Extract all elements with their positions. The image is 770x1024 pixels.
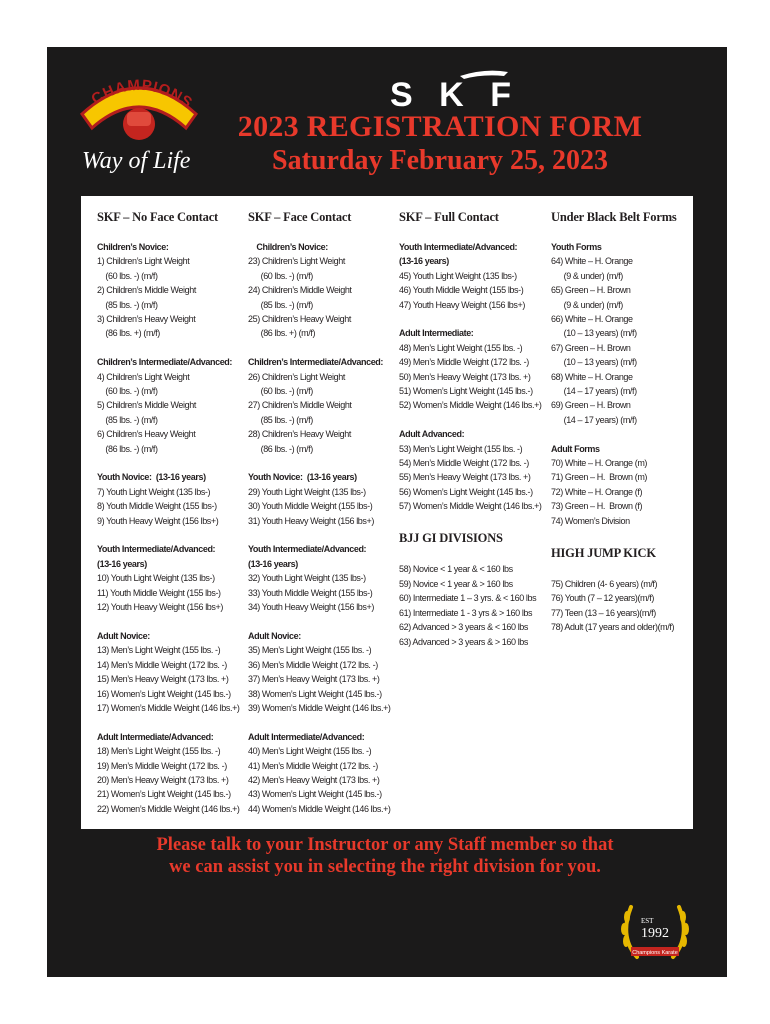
division-item: 16) Women’s Light Weight (145 lbs.-) [97, 688, 231, 699]
spacer [248, 528, 393, 542]
division-item: 28) Children’s Heavy Weight [248, 429, 351, 440]
division-item: 23) Children’s Light Weight [248, 256, 345, 267]
division-item: (85 lbs. -) (m/f) [97, 299, 158, 310]
division-item: 74) Women’s Division [551, 515, 630, 526]
spacer [399, 548, 549, 562]
division-item: 29) Youth Light Weight (135 lbs-) [248, 486, 366, 497]
spacer [97, 615, 237, 629]
divisions-panel [81, 196, 693, 829]
group-label: (13-16 years) [97, 558, 147, 569]
brand-tagline: Way of Life [82, 148, 191, 174]
division-item: 73) Green – H. Brown (f) [551, 501, 643, 512]
division-item: 57) Women’s Middle Weight (146 lbs.+) [399, 501, 542, 512]
division-item: 15) Men’s Heavy Weight (173 lbs. +) [97, 674, 229, 685]
division-item: 12) Youth Heavy Weight (156 lbs+) [97, 602, 223, 613]
division-item: 31) Youth Heavy Weight (156 lbs+) [248, 515, 374, 526]
division-item: 20) Men’s Heavy Weight (173 lbs. +) [97, 774, 229, 785]
division-item: 62) Advanced > 3 years & < 160 lbs [399, 622, 528, 633]
spacer [551, 563, 691, 577]
division-item: 47) Youth Heavy Weight (156 lbs+) [399, 299, 525, 310]
division-item: 48) Men’s Light Weight (155 lbs. -) [399, 342, 523, 353]
column-forms [551, 210, 691, 635]
division-item: 17) Women’s Middle Weight (146 lbs.+) [97, 702, 240, 713]
column-full-contact [399, 210, 549, 649]
column-heading: SKF – Face Contact [248, 210, 352, 224]
division-item: 2) Children’s Middle Weight [97, 285, 196, 296]
footer-line-1: Please talk to your Instructor or any Staff member so that [156, 835, 614, 855]
division-item: 75) Children (4- 6 years) (m/f) [551, 578, 658, 589]
division-item: (14 – 17 years) (m/f) [551, 386, 637, 397]
spacer [97, 456, 237, 470]
division-item: 4) Children’s Light Weight [97, 371, 190, 382]
division-item: 68) White – H. Orange [551, 371, 633, 382]
division-item: 26) Children’s Light Weight [248, 371, 345, 382]
division-item: 71) Green – H. Brown (m) [551, 472, 648, 483]
division-item: 35) Men’s Light Weight (155 lbs. -) [248, 645, 372, 656]
seal-est: EST [641, 917, 654, 925]
division-item: 55) Men’s Heavy Weight (173 lbs. +) [399, 472, 531, 483]
spacer [551, 528, 691, 542]
division-item: (86 lbs. -) (m/f) [248, 443, 313, 454]
division-item: 39) Women’s Middle Weight (146 lbs.+) [248, 702, 391, 713]
spacer [248, 615, 393, 629]
division-item: 32) Youth Light Weight (135 lbs-) [248, 573, 366, 584]
division-item: (9 & under) (m/f) [551, 299, 623, 310]
group-label: (13-16 years) [248, 558, 298, 569]
division-item: 54) Men’s Middle Weight (172 lbs. -) [399, 458, 529, 469]
division-item: (86 lbs. -) (m/f) [97, 443, 158, 454]
division-item: 1) Children’s Light Weight [97, 256, 190, 267]
division-item: 61) Intermediate 1 - 3 yrs & > 160 lbs [399, 607, 533, 618]
spacer [399, 413, 549, 427]
division-item: 70) White – H. Orange (m) [551, 458, 648, 469]
seal-year: 1992 [641, 926, 669, 941]
group-label: Adult Novice: [97, 630, 150, 641]
division-item: (60 lbs. -) (m/f) [248, 270, 313, 281]
division-item: 69) Green – H. Brown [551, 400, 631, 411]
skf-logo-text: SKF [390, 76, 510, 110]
group-label: Adult Forms [551, 443, 600, 454]
group-label: Adult Novice: [248, 630, 301, 641]
division-item: 52) Women’s Middle Weight (146 lbs.+) [399, 400, 542, 411]
established-seal [615, 895, 695, 975]
group-label: Adult Intermediate: [399, 328, 474, 339]
division-item: 11) Youth Middle Weight (155 lbs-) [97, 587, 221, 598]
svg-text:CHAMPIONS: CHAMPIONS [88, 76, 196, 112]
group-label: Children’s Intermediate/Advanced: [248, 357, 384, 368]
group-label: Children’s Novice: [248, 242, 328, 252]
division-item: 30) Youth Middle Weight (155 lbs-) [248, 501, 373, 512]
division-item: 40) Men’s Light Weight (155 lbs. -) [248, 746, 372, 757]
spacer [399, 312, 549, 326]
division-item: 46) Youth Middle Weight (155 lbs-) [399, 285, 524, 296]
group-label: Adult Advanced: [399, 429, 465, 440]
division-item: 64) White – H. Orange [551, 256, 633, 267]
division-item: 14) Men’s Middle Weight (172 lbs. -) [97, 659, 227, 670]
division-item: 38) Women’s Light Weight (145 lbs.-) [248, 688, 382, 699]
spacer [97, 715, 237, 729]
group-label: Adult Intermediate/Advanced: [248, 731, 365, 742]
division-item: 66) White – H. Orange [551, 314, 633, 325]
division-item: 9) Youth Heavy Weight (156 lbs+) [97, 515, 219, 526]
division-item: 37) Men’s Heavy Weight (173 lbs. +) [248, 674, 380, 685]
group-label: (13-16 years) [399, 256, 449, 267]
division-item: 42) Men’s Heavy Weight (173 lbs. +) [248, 774, 380, 785]
division-item: 53) Men’s Light Weight (155 lbs. -) [399, 443, 523, 454]
division-item: 78) Adult (17 years and older)(m/f) [551, 622, 675, 633]
skf-logo [390, 70, 512, 110]
division-item: 43) Women’s Light Weight (145 lbs.-) [248, 789, 382, 800]
division-item: 25) Children’s Heavy Weight [248, 314, 351, 325]
division-item: 22) Women’s Middle Weight (146 lbs.+) [97, 803, 240, 814]
seal-banner: Champions Karate [632, 950, 678, 956]
division-item: (60 lbs. -) (m/f) [248, 386, 313, 397]
division-item: 5) Children’s Middle Weight [97, 400, 196, 411]
division-item: 33) Youth Middle Weight (155 lbs-) [248, 587, 373, 598]
division-item: 10) Youth Light Weight (135 lbs-) [97, 573, 215, 584]
group-label: Children’s Novice: [97, 242, 169, 252]
division-item: 56) Women’s Light Weight (145 lbs.-) [399, 486, 533, 497]
division-item: (14 – 17 years) (m/f) [551, 414, 637, 425]
division-item: 21) Women’s Light Weight (145 lbs.-) [97, 789, 231, 800]
division-item: (86 lbs. +) (m/f) [97, 328, 160, 339]
division-item: 67) Green – H. Brown [551, 342, 631, 353]
division-item: 34) Youth Heavy Weight (156 lbs+) [248, 602, 374, 613]
division-item: 7) Youth Light Weight (135 lbs-) [97, 486, 211, 497]
division-item: 3) Children’s Heavy Weight [97, 314, 196, 325]
form-title: 2023 REGISTRATION FORM [237, 110, 643, 143]
division-item: (9 & under) (m/f) [551, 270, 623, 281]
division-item: (10 – 13 years) (m/f) [551, 328, 637, 339]
division-item: (86 lbs. +) (m/f) [248, 328, 316, 339]
division-item: 65) Green – H. Brown [551, 285, 631, 296]
spacer [248, 341, 393, 355]
division-item: 58) Novice < 1 year & < 160 lbs [399, 564, 513, 575]
group-label: Children’s Intermediate/Advanced: [97, 357, 233, 368]
section-heading: BJJ GI DIVISIONS [399, 531, 503, 546]
division-item: 19) Men’s Middle Weight (172 lbs. -) [97, 760, 227, 771]
division-item: 63) Advanced > 3 years & > 160 lbs [399, 636, 528, 647]
division-item: (60 lbs. -) (m/f) [97, 270, 158, 281]
column-no-face-contact [97, 210, 240, 816]
column-face-contact [248, 210, 393, 816]
group-label: Youth Novice: (13-16 years) [248, 472, 357, 483]
spacer [399, 514, 549, 528]
spacer [97, 341, 237, 355]
group-label: Youth Forms [551, 242, 602, 252]
group-label: Youth Novice: (13-16 years) [97, 472, 206, 483]
division-item: 50) Men’s Heavy Weight (173 lbs. +) [399, 371, 531, 382]
division-item: (10 – 13 years) (m/f) [551, 357, 637, 368]
division-item: (85 lbs. -) (m/f) [248, 299, 313, 310]
division-item: 49) Men’s Middle Weight (172 lbs. -) [399, 357, 529, 368]
division-item: 59) Novice < 1 year & > 160 lbs [399, 578, 513, 589]
division-item: 45) Youth Light Weight (135 lbs-) [399, 270, 517, 281]
event-date: Saturday February 25, 2023 [272, 145, 608, 176]
division-item: 72) White – H. Orange (f) [551, 486, 643, 497]
division-item: (60 lbs. -) (m/f) [97, 386, 158, 397]
division-item: 18) Men’s Light Weight (155 lbs. -) [97, 746, 221, 757]
division-item: 8) Youth Middle Weight (155 lbs-) [97, 501, 217, 512]
spacer [248, 715, 393, 729]
footer-message [90, 834, 680, 878]
division-item: 41) Men’s Middle Weight (172 lbs. -) [248, 760, 378, 771]
division-item: 60) Intermediate 1 – 3 yrs. & < 160 lbs [399, 593, 537, 604]
division-item: 6) Children’s Heavy Weight [97, 429, 196, 440]
group-label: Youth Intermediate/Advanced: [97, 544, 216, 555]
champions-logo [74, 72, 204, 182]
division-item: 44) Women’s Middle Weight (146 lbs.+) [248, 803, 391, 814]
spacer [97, 528, 237, 542]
column-heading: Under Black Belt Forms [551, 210, 677, 224]
footer-line-2: we can assist you in selecting the right division for you. [169, 857, 601, 877]
division-item: (85 lbs. -) (m/f) [248, 414, 313, 425]
division-item: 76) Youth (7 – 12 years)(m/f) [551, 593, 654, 604]
division-item: 36) Men’s Middle Weight (172 lbs. -) [248, 659, 378, 670]
division-item: (85 lbs. -) (m/f) [97, 414, 158, 425]
spacer [551, 427, 691, 441]
section-heading: HIGH JUMP KICK [551, 545, 656, 560]
group-label: Adult Intermediate/Advanced: [97, 731, 214, 742]
column-heading: SKF – Full Contact [399, 210, 499, 224]
group-label: Youth Intermediate/Advanced: [248, 544, 367, 555]
division-item: 51) Women’s Light Weight (145 lbs.-) [399, 386, 533, 397]
division-item: 13) Men’s Light Weight (155 lbs. -) [97, 645, 221, 656]
spacer [248, 456, 393, 470]
division-item: 77) Teen (13 – 16 years)(m/f) [551, 607, 656, 618]
column-heading: SKF – No Face Contact [97, 210, 219, 224]
division-item: 24) Children’s Middle Weight [248, 285, 352, 296]
division-item: 27) Children’s Middle Weight [248, 400, 352, 411]
group-label: Youth Intermediate/Advanced: [399, 242, 518, 252]
